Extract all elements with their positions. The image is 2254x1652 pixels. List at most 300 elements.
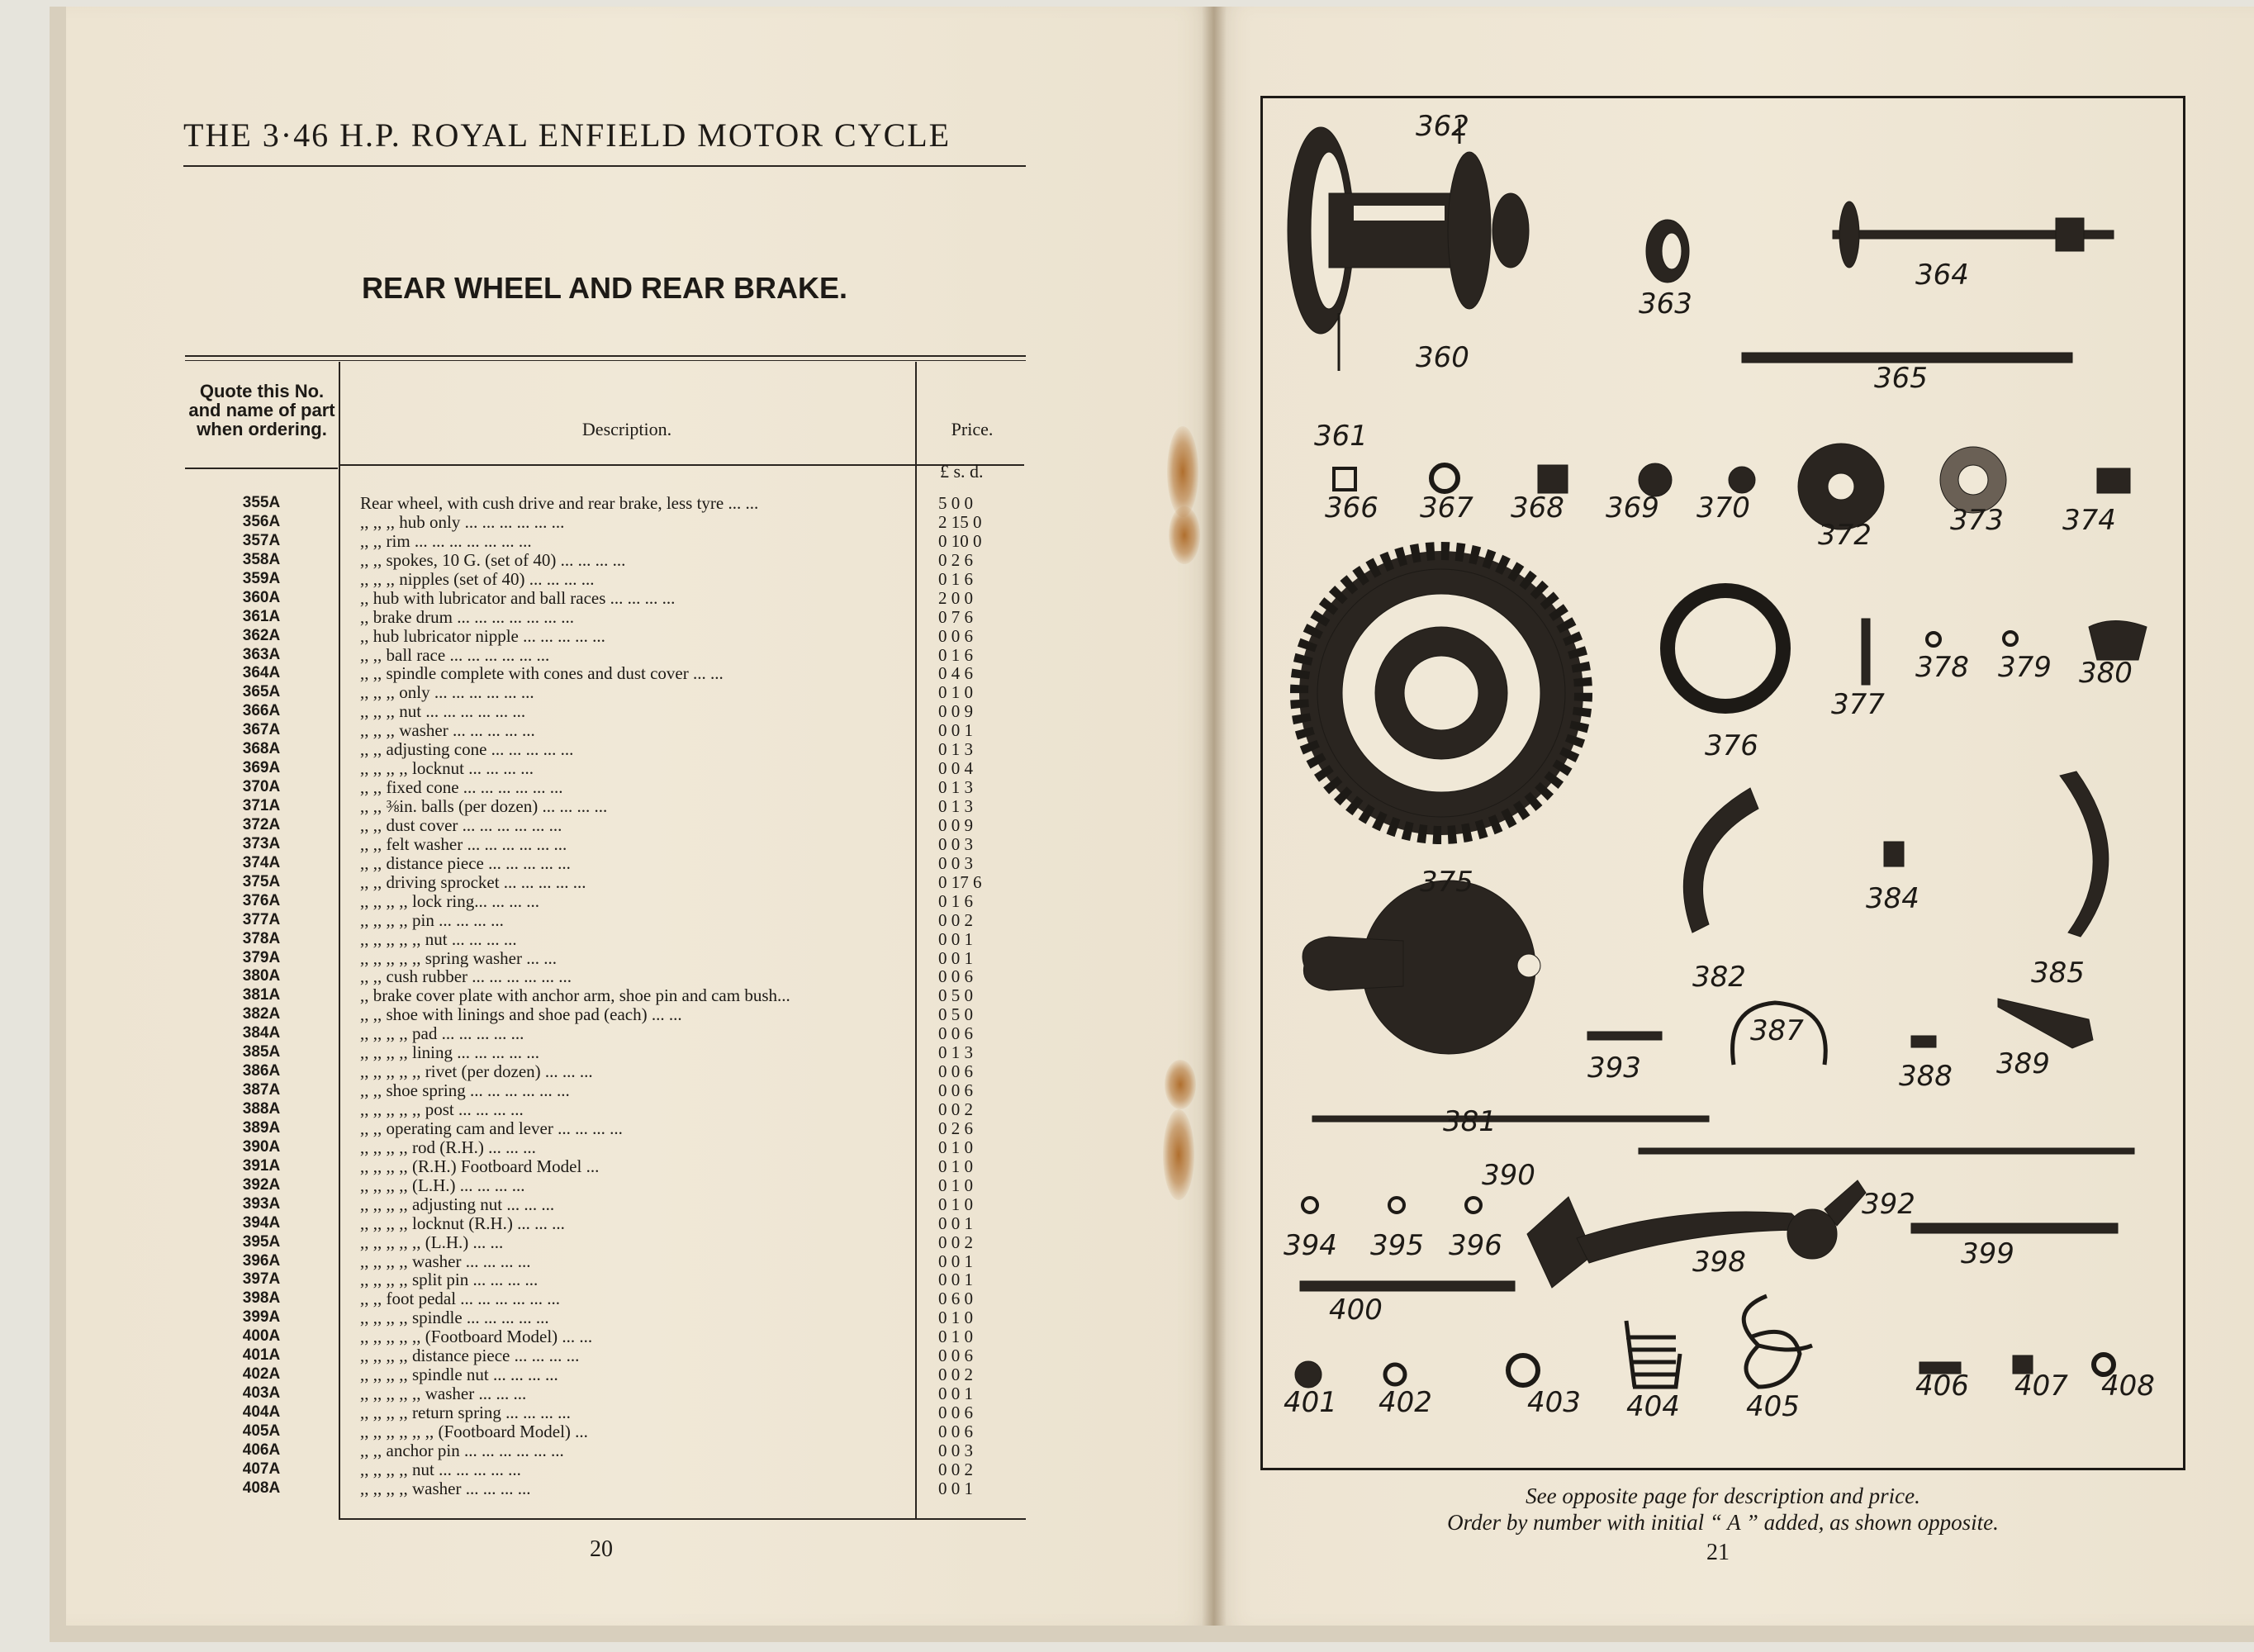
part-number: 402A [242, 1365, 281, 1384]
table-row [185, 683, 1026, 702]
part-description: ,, ,, driving sprocket ... ... ... ... ... [360, 872, 586, 892]
rust-stain [1165, 1060, 1196, 1109]
table-row [185, 911, 1026, 930]
part-price: 0 0 3 [938, 833, 973, 854]
part-description: ,, hub lubricator nipple ... ... ... ... ... [360, 626, 605, 646]
table-row [185, 1289, 1026, 1308]
table-row [185, 589, 1026, 608]
part-number: 404A [242, 1403, 281, 1421]
part-label: 373 [1950, 504, 2004, 537]
part-description: ,, ,, fixed cone ... ... ... ... ... ... [360, 778, 563, 798]
part-description: ,, ,, ,, ,, ,, (L.H.) ... ... [360, 1232, 504, 1252]
part-number: 363A [242, 645, 281, 663]
part-number: 388A [242, 1100, 281, 1118]
part-label: 375 [1420, 866, 1473, 899]
page-number-left: 20 [590, 1536, 613, 1562]
part-label: 378 [1915, 651, 1969, 684]
part-label: 376 [1705, 729, 1758, 762]
part-price: 0 0 6 [938, 1061, 973, 1082]
part-number: 366A [242, 702, 281, 720]
part-price: 0 0 4 [938, 758, 973, 779]
part-description: ,, ,, shoe with linings and shoe pad (each) ... ... [360, 1005, 682, 1025]
table-row [185, 967, 1026, 986]
table-row [185, 1346, 1026, 1365]
part-price: 0 0 1 [938, 1213, 973, 1233]
table-row [185, 627, 1026, 646]
table-row [185, 740, 1026, 759]
part-price: 0 1 0 [938, 1308, 973, 1328]
part-price: 0 0 3 [938, 1440, 973, 1460]
part-price: 0 0 1 [938, 720, 973, 741]
part-price: 0 10 0 [938, 530, 982, 551]
part-description: ,, ,, ,, ,, locknut (R.H.) ... ... ... [360, 1213, 565, 1233]
part-label: 394 [1284, 1229, 1337, 1262]
part-number: 355A [242, 494, 281, 511]
part-label: 403 [1527, 1386, 1581, 1419]
table-row [185, 797, 1026, 816]
part-price: 0 1 0 [938, 1327, 973, 1347]
table-row [185, 646, 1026, 665]
part-number: 392A [242, 1175, 281, 1194]
table-row [185, 532, 1026, 551]
part-number: 381A [242, 986, 281, 1004]
table-row [185, 664, 1026, 683]
part-label: 370 [1696, 491, 1750, 525]
part-price: 0 0 3 [938, 852, 973, 873]
part-number: 358A [242, 550, 281, 568]
ball-race-illustration [1646, 220, 1689, 282]
part-number: 378A [242, 929, 281, 947]
part-price: 0 0 2 [938, 909, 973, 930]
part-label: 364 [1915, 259, 1969, 292]
rod-rh-illustration [1312, 1116, 1709, 1122]
part-label: 395 [1370, 1229, 1424, 1262]
part-number: 371A [242, 797, 281, 814]
header-rule [183, 165, 1026, 167]
table-top-rule [185, 360, 1026, 361]
part-description: ,, ,, cush rubber ... ... ... ... ... ... [360, 967, 572, 987]
plate-caption-line1: See opposite page for description and price. [1526, 1483, 1920, 1508]
part-price: 0 4 6 [938, 663, 973, 684]
part-price: 0 1 0 [938, 1175, 973, 1195]
table-row [185, 1119, 1026, 1138]
part-number: 361A [242, 607, 281, 625]
table-row [185, 1233, 1026, 1252]
table-row [185, 1195, 1026, 1214]
part-description: ,, ,, ,, ,, ,, ,, (Footboard Model) ... [360, 1422, 588, 1441]
table-row [185, 759, 1026, 778]
part-price: 0 0 6 [938, 1080, 973, 1101]
part-label: 402 [1378, 1386, 1432, 1419]
part-price: 0 0 6 [938, 625, 973, 646]
part-price: 0 0 9 [938, 701, 973, 722]
part-label: 374 [2062, 504, 2116, 537]
table-row [185, 1422, 1026, 1441]
part-price: 0 0 6 [938, 1403, 973, 1422]
part-price: 0 1 3 [938, 739, 973, 760]
table-row [185, 1308, 1026, 1327]
part-description: ,, ,, ,, ,, ,, washer ... ... ... [360, 1384, 527, 1404]
part-label: 385 [2031, 957, 2085, 990]
part-description: ,, ,, foot pedal ... ... ... ... ... ... [360, 1289, 561, 1309]
price-units: £ s. d. [940, 461, 984, 482]
brake-shoe-illustration [1683, 788, 1758, 933]
table-row [185, 1384, 1026, 1403]
rust-stain [1169, 506, 1200, 564]
part-description: ,, hub with lubricator and ball races ... ... ... ... [360, 588, 676, 608]
part-number: 359A [242, 569, 281, 587]
part-description: ,, ,, ⅜in. balls (per dozen) ... ... ... ... [360, 797, 608, 816]
part-price: 0 1 6 [938, 890, 973, 911]
part-price: 0 0 1 [938, 1384, 973, 1404]
part-number: 395A [242, 1232, 281, 1251]
part-number: 379A [242, 948, 281, 966]
part-label: 406 [1915, 1370, 1969, 1403]
part-number: 380A [242, 967, 281, 985]
book-spine [1202, 7, 1227, 1626]
part-number: 390A [242, 1137, 281, 1156]
part-label: 384 [1866, 882, 1919, 915]
part-price: 0 0 6 [938, 966, 973, 987]
part-number: 362A [242, 626, 281, 644]
page-number-right: 21 [1706, 1540, 1730, 1565]
part-price: 0 5 0 [938, 985, 973, 1006]
part-number: 399A [242, 1308, 281, 1327]
sprocket-illustration [1299, 551, 1583, 835]
part-number: 394A [242, 1213, 281, 1232]
part-number: 357A [242, 531, 281, 549]
part-description: ,, ,, ,, ,, (L.H.) ... ... ... ... [360, 1175, 525, 1195]
part-number: 384A [242, 1024, 281, 1042]
part-price: 0 2 6 [938, 549, 973, 570]
table-row [185, 494, 1026, 513]
footboard-spindle-illustration [1300, 1281, 1515, 1291]
table-row [185, 513, 1026, 532]
part-number: 393A [242, 1194, 281, 1213]
table-row [185, 835, 1026, 854]
table-row [185, 1441, 1026, 1460]
table-row [185, 816, 1026, 835]
part-label: 408 [2101, 1370, 2155, 1403]
table-row [185, 1327, 1026, 1346]
part-label: 361 [1314, 420, 1368, 453]
part-label: 365 [1874, 362, 1928, 395]
table-row [185, 949, 1026, 968]
part-description: ,, ,, ,, ,, lock ring... ... ... ... [360, 891, 539, 911]
table-row [185, 1100, 1026, 1119]
part-label: 401 [1284, 1386, 1337, 1419]
table-row [185, 1024, 1026, 1043]
part-description: ,, brake drum ... ... ... ... ... ... ... [360, 607, 574, 627]
part-number: 376A [242, 891, 281, 909]
part-price: 0 7 6 [938, 606, 973, 627]
part-description: ,, ,, ,, ,, distance piece ... ... ... ... [360, 1346, 580, 1366]
shoe-pad-illustration [1884, 842, 1904, 866]
part-number: 400A [242, 1327, 281, 1346]
part-description: ,, ,, ,, ,, lining ... ... ... ... ... [360, 1043, 540, 1063]
part-number: 405A [242, 1422, 281, 1440]
part-description: ,, ,, ,, ,, spindle ... ... ... ... ... [360, 1308, 549, 1328]
part-price: 0 1 3 [938, 1042, 973, 1063]
part-price: 0 0 6 [938, 1421, 973, 1441]
part-price: 0 1 3 [938, 777, 973, 798]
part-description: ,, ,, ,, ,, locknut ... ... ... ... [360, 759, 534, 779]
part-price: 0 2 6 [938, 1118, 973, 1138]
part-price: 0 1 0 [938, 1137, 973, 1157]
pedal-spindle-illustration [1911, 1223, 2118, 1233]
header-bottom-rule [185, 468, 338, 469]
part-description: ,, brake cover plate with anchor arm, shoe pin and cam bush... [360, 986, 790, 1006]
part-description: ,, ,, distance piece ... ... ... ... ... [360, 853, 571, 873]
part-label: 362 [1416, 110, 1469, 143]
part-price: 0 0 1 [938, 1251, 973, 1271]
part-label: 367 [1420, 491, 1473, 525]
part-label: 360 [1416, 341, 1469, 374]
rod-lh-illustration [1639, 1148, 2134, 1154]
part-number: 372A [242, 815, 281, 833]
part-label: 366 [1325, 491, 1378, 525]
part-description: ,, ,, felt washer ... ... ... ... ... ... [360, 834, 567, 854]
part-description: ,, ,, ,, only ... ... ... ... ... ... [360, 683, 534, 703]
locknuts-washer-illustration [1303, 1198, 1481, 1213]
part-number: 386A [242, 1062, 281, 1080]
table-row [185, 854, 1026, 873]
part-number: 360A [242, 588, 281, 606]
brake-cover-plate-illustration [1303, 881, 1540, 1054]
part-number: 398A [242, 1289, 281, 1308]
part-price: 5 0 0 [938, 493, 973, 513]
table-row [185, 721, 1026, 740]
table-row [185, 608, 1026, 627]
part-label: 379 [1998, 651, 2052, 684]
part-description: ,, ,, ,, washer ... ... ... ... ... [360, 721, 535, 741]
parts-illustration-plate [1260, 96, 2185, 1470]
part-number: 373A [242, 834, 281, 852]
part-description: ,, ,, ,, ,, nut ... ... ... ... ... [360, 1460, 521, 1479]
part-price: 0 0 1 [938, 928, 973, 949]
part-label: 388 [1899, 1060, 1953, 1093]
table-row [185, 1043, 1026, 1062]
part-description: ,, ,, adjusting cone ... ... ... ... ... [360, 740, 574, 760]
part-price: 0 0 1 [938, 1270, 973, 1290]
part-price: 0 1 0 [938, 682, 973, 703]
part-number: 389A [242, 1118, 281, 1137]
part-number: 406A [242, 1441, 281, 1459]
table-row [185, 1176, 1026, 1195]
part-number: 375A [242, 872, 281, 890]
part-price: 2 15 0 [938, 511, 982, 532]
part-description: ,, ,, ,, nut ... ... ... ... ... ... [360, 702, 526, 722]
part-price: 0 6 0 [938, 1289, 973, 1309]
part-description: ,, ,, ,, ,, washer ... ... ... ... [360, 1251, 531, 1271]
table-row [185, 551, 1026, 570]
part-price: 0 1 0 [938, 1156, 973, 1176]
spindle-illustration [1833, 202, 2114, 268]
part-description: ,, ,, ,, ,, ,, spring washer ... ... [360, 948, 557, 968]
return-spring-illustration [1626, 1296, 1812, 1387]
part-price: 0 0 9 [938, 814, 973, 835]
adjusting-nut-illustration [1587, 1032, 1662, 1040]
table-row [185, 1081, 1026, 1100]
part-label: 363 [1639, 287, 1692, 320]
table-row [185, 1214, 1026, 1233]
part-price: 0 1 6 [938, 644, 973, 665]
part-label: 404 [1626, 1390, 1680, 1423]
part-description: ,, ,, ,, ,, return spring ... ... ... ... [360, 1403, 571, 1422]
part-description: ,, ,, ,, ,, split pin ... ... ... ... [360, 1270, 539, 1290]
part-description: ,, ,, ,, ,, (R.H.) Footboard Model ... [360, 1156, 600, 1176]
part-price: 0 0 1 [938, 1478, 973, 1498]
part-label: 393 [1587, 1051, 1641, 1085]
part-description: ,, ,, spindle complete with cones and dust cover ... ... [360, 664, 724, 684]
table-row [185, 1479, 1026, 1498]
table-row [185, 1062, 1026, 1081]
part-label: 392 [1862, 1188, 1915, 1221]
part-description: ,, ,, ,, ,, ,, (Footboard Model) ... ... [360, 1327, 593, 1347]
table-row [185, 570, 1026, 589]
part-price: 0 0 6 [938, 1346, 973, 1366]
part-description: ,, ,, ,, ,, ,, nut ... ... ... ... [360, 929, 517, 949]
part-description: ,, ,, ,, ,, adjusting nut ... ... ... [360, 1194, 555, 1214]
table-row [185, 986, 1026, 1005]
parts-price-table [185, 355, 1026, 1520]
part-number: 356A [242, 512, 281, 530]
table-row [185, 1365, 1026, 1384]
plate-caption-line2: Order by number with initial “ A ” added, as shown opposite. [1447, 1510, 1999, 1535]
part-price: 0 1 3 [938, 796, 973, 816]
part-label: 398 [1692, 1246, 1746, 1279]
part-number: 370A [242, 778, 281, 796]
part-label: 387 [1750, 1014, 1804, 1047]
spring-post-illustration [1911, 1036, 1936, 1047]
part-price: 0 1 0 [938, 1194, 973, 1214]
part-description: ,, ,, operating cam and lever ... ... ... ... [360, 1118, 623, 1138]
table-row [185, 1138, 1026, 1157]
part-price: 0 17 6 [938, 871, 982, 892]
table-bottom-rule [339, 1518, 1026, 1520]
part-number: 367A [242, 721, 281, 739]
part-label: 407 [2014, 1370, 2068, 1403]
lining-illustration [2060, 771, 2109, 937]
part-label: 382 [1692, 961, 1746, 994]
cam-lever-illustration [1998, 999, 2093, 1048]
part-description: ,, ,, ,, ,, rod (R.H.) ... ... ... [360, 1137, 536, 1157]
part-price: 0 0 6 [938, 1023, 973, 1044]
part-price: 0 0 2 [938, 1459, 973, 1479]
header-price: Price. [951, 419, 994, 439]
part-label: 405 [1746, 1390, 1800, 1423]
part-label: 400 [1329, 1294, 1383, 1327]
part-description: ,, ,, ,, ,, washer ... ... ... ... [360, 1479, 531, 1498]
table-row [185, 1252, 1026, 1271]
rust-stain [1167, 426, 1198, 517]
part-number: 385A [242, 1043, 281, 1061]
part-number: 382A [242, 1005, 281, 1023]
table-row [185, 1157, 1026, 1176]
part-label: 390 [1482, 1159, 1535, 1192]
part-description: ,, ,, anchor pin ... ... ... ... ... ... [360, 1441, 564, 1460]
part-label: 399 [1961, 1237, 2014, 1270]
part-description: ,, ,, dust cover ... ... ... ... ... ... [360, 815, 562, 835]
part-label: 380 [2079, 657, 2133, 690]
hub-illustration [1288, 119, 1529, 334]
part-description: ,, ,, ,, nipples (set of 40) ... ... ... ... [360, 569, 595, 589]
part-price: 0 0 2 [938, 1232, 973, 1252]
part-label: 369 [1606, 491, 1659, 525]
part-label: 372 [1818, 519, 1872, 552]
rust-stain [1163, 1109, 1194, 1200]
table-row [185, 778, 1026, 797]
part-number: 408A [242, 1479, 281, 1497]
table-row [185, 702, 1026, 721]
part-number: 368A [242, 740, 281, 758]
part-description: ,, ,, ,, ,, pad ... ... ... ... ... [360, 1024, 524, 1044]
part-description: ,, ,, ,, hub only ... ... ... ... ... ... [360, 512, 565, 532]
part-number: 403A [242, 1384, 281, 1403]
part-number: 407A [242, 1460, 281, 1478]
part-price: 0 0 1 [938, 947, 973, 968]
header-description: Description. [581, 419, 672, 439]
table-row [185, 892, 1026, 911]
spacer-nut-washer-illustration [1295, 1355, 1538, 1388]
part-number: 396A [242, 1251, 281, 1270]
table-row [185, 873, 1026, 892]
header-bottom-rule [339, 464, 1024, 466]
part-number: 401A [242, 1346, 281, 1365]
part-number: 364A [242, 664, 281, 682]
running-head: THE 3·46 H.P. ROYAL ENFIELD MOTOR CYCLE [183, 116, 951, 154]
part-price: 0 0 2 [938, 1099, 973, 1119]
header-quote: Quote this No. and name of part when ordering. [188, 381, 335, 439]
table-row [185, 930, 1026, 949]
part-number: 369A [242, 759, 281, 777]
part-number: 365A [242, 683, 281, 701]
part-description: ,, ,, spokes, 10 G. (set of 40) ... ... ... ... [360, 550, 626, 570]
table-top-rule [185, 355, 1026, 357]
part-description: ,, ,, ,, ,, spindle nut ... ... ... ... [360, 1365, 558, 1385]
table-row [185, 1403, 1026, 1422]
part-label: 381 [1443, 1105, 1497, 1138]
part-number: 387A [242, 1081, 281, 1099]
part-description: ,, ,, ,, ,, ,, rivet (per dozen) ... ... ... [360, 1062, 593, 1082]
part-price: 0 1 6 [938, 568, 973, 589]
part-number: 397A [242, 1270, 281, 1289]
part-label: 377 [1831, 688, 1885, 721]
part-description: ,, ,, ball race ... ... ... ... ... ... [360, 645, 550, 665]
part-description: ,, ,, ,, ,, pin ... ... ... ... [360, 910, 504, 930]
part-price: 0 5 0 [938, 1004, 973, 1025]
part-label: 389 [1996, 1047, 2050, 1080]
parts-drawing [1263, 98, 2183, 1468]
part-description: ,, ,, shoe spring ... ... ... ... ... ... [360, 1081, 570, 1101]
table-row [185, 1270, 1026, 1289]
section-title: REAR WHEEL AND REAR BRAKE. [361, 271, 848, 305]
part-price: 0 0 2 [938, 1365, 973, 1385]
part-label: 396 [1449, 1229, 1502, 1262]
table-rows [185, 494, 1026, 1498]
part-description: ,, ,, rim ... ... ... ... ... ... ... [360, 531, 532, 551]
table-row [185, 1005, 1026, 1024]
part-description: Rear wheel, with cush drive and rear brake, less tyre ... ... [360, 494, 759, 513]
lock-ring-illustration [1668, 591, 1783, 706]
part-number: 391A [242, 1156, 281, 1175]
part-description: ,, ,, ,, ,, ,, post ... ... ... ... [360, 1100, 524, 1119]
part-label: 368 [1511, 491, 1564, 525]
part-number: 374A [242, 853, 281, 871]
table-row [185, 1460, 1026, 1479]
part-price: 2 0 0 [938, 587, 973, 608]
part-number: 377A [242, 910, 281, 928]
